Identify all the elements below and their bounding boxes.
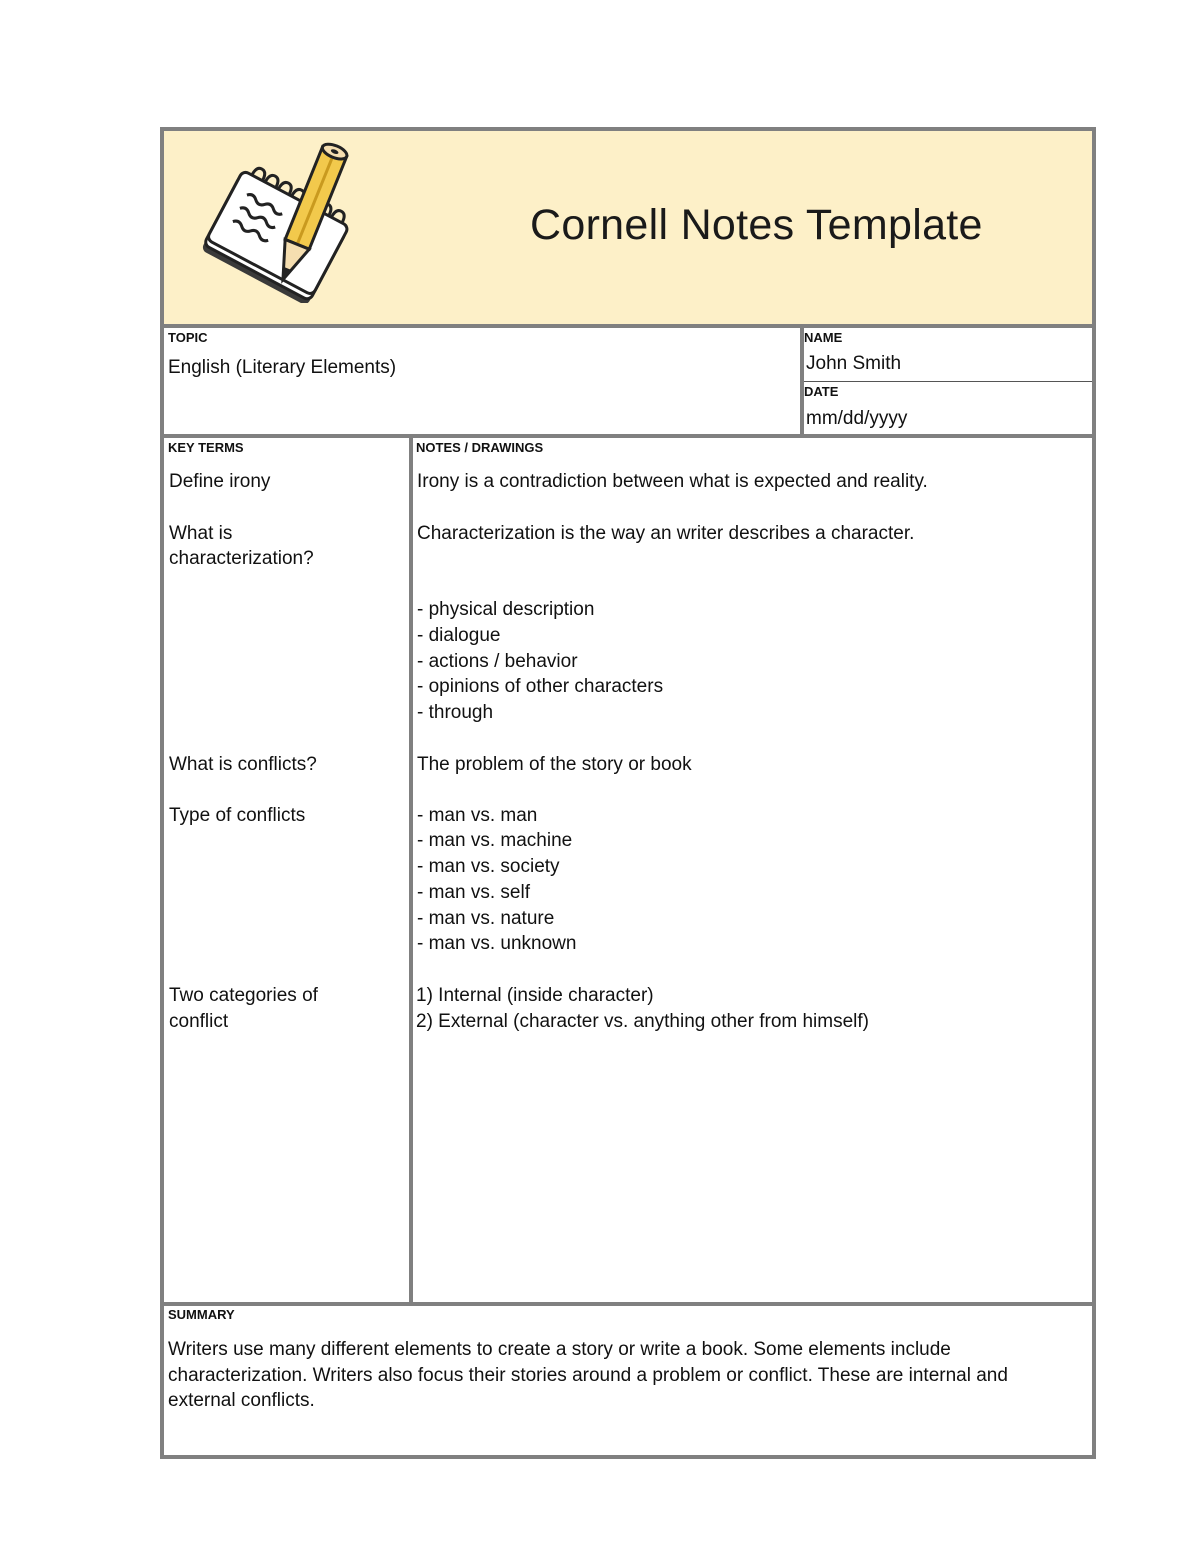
key-term: What is	[169, 523, 233, 544]
note-line: - physical description	[417, 599, 595, 620]
note-line: - man vs. unknown	[417, 933, 577, 954]
note-line: - opinions of other characters	[417, 676, 664, 697]
summary-text: Writers use many different elements to create a story or write a book. Some elements include characterization. Writers also focus their stories around a problem or conflict. These are internal and external conflicts.	[168, 1339, 1008, 1411]
note-line: - man vs. nature	[417, 908, 555, 929]
note-line: - man vs. society	[417, 856, 560, 877]
summary-label: SUMMARY	[168, 1307, 235, 1322]
date-label: DATE	[804, 384, 839, 399]
name-value: John Smith	[806, 353, 902, 374]
key-term: What is conflicts?	[169, 754, 317, 775]
topic-section-bottom-border	[164, 434, 1092, 438]
notepad-pencil-icon	[182, 135, 372, 303]
key-term: Two categories of	[169, 985, 318, 1006]
note-line: 1) Internal (inside character)	[416, 985, 654, 1006]
date-value: mm/dd/yyyy	[806, 408, 908, 429]
note-line: Characterization is the way an writer describes a character.	[417, 523, 915, 544]
page-title: Cornell Notes Template	[530, 201, 983, 249]
note-line: - man vs. machine	[417, 830, 573, 851]
note-line: Irony is a contradiction between what is expected and reality.	[417, 471, 928, 492]
note-line: The problem of the story or book	[417, 754, 692, 775]
note-line: 2) External (character vs. anything other from himself)	[416, 1011, 870, 1032]
notes-section-bottom-border	[164, 1302, 1092, 1306]
header-banner	[164, 131, 1092, 328]
note-line: - man vs. self	[417, 882, 530, 903]
note-line: - through	[417, 702, 494, 723]
notes-label: NOTES / DRAWINGS	[416, 440, 544, 455]
name-date-divider	[804, 381, 1092, 382]
key-term: Type of conflicts	[169, 805, 306, 826]
note-line: - actions / behavior	[417, 651, 578, 672]
cornell-notes-frame	[160, 127, 1096, 1459]
note-line: - dialogue	[417, 625, 501, 646]
key-term: Define irony	[169, 471, 271, 492]
note-line: - man vs. man	[417, 805, 538, 826]
key-term: conflict	[169, 1011, 229, 1032]
topic-label: TOPIC	[168, 330, 208, 345]
topic-value: English (Literary Elements)	[168, 357, 397, 378]
key-terms-label: KEY TERMS	[168, 440, 244, 455]
key-terms-notes-divider	[409, 438, 413, 1304]
key-term: characterization?	[169, 548, 314, 569]
name-label: NAME	[804, 330, 843, 345]
